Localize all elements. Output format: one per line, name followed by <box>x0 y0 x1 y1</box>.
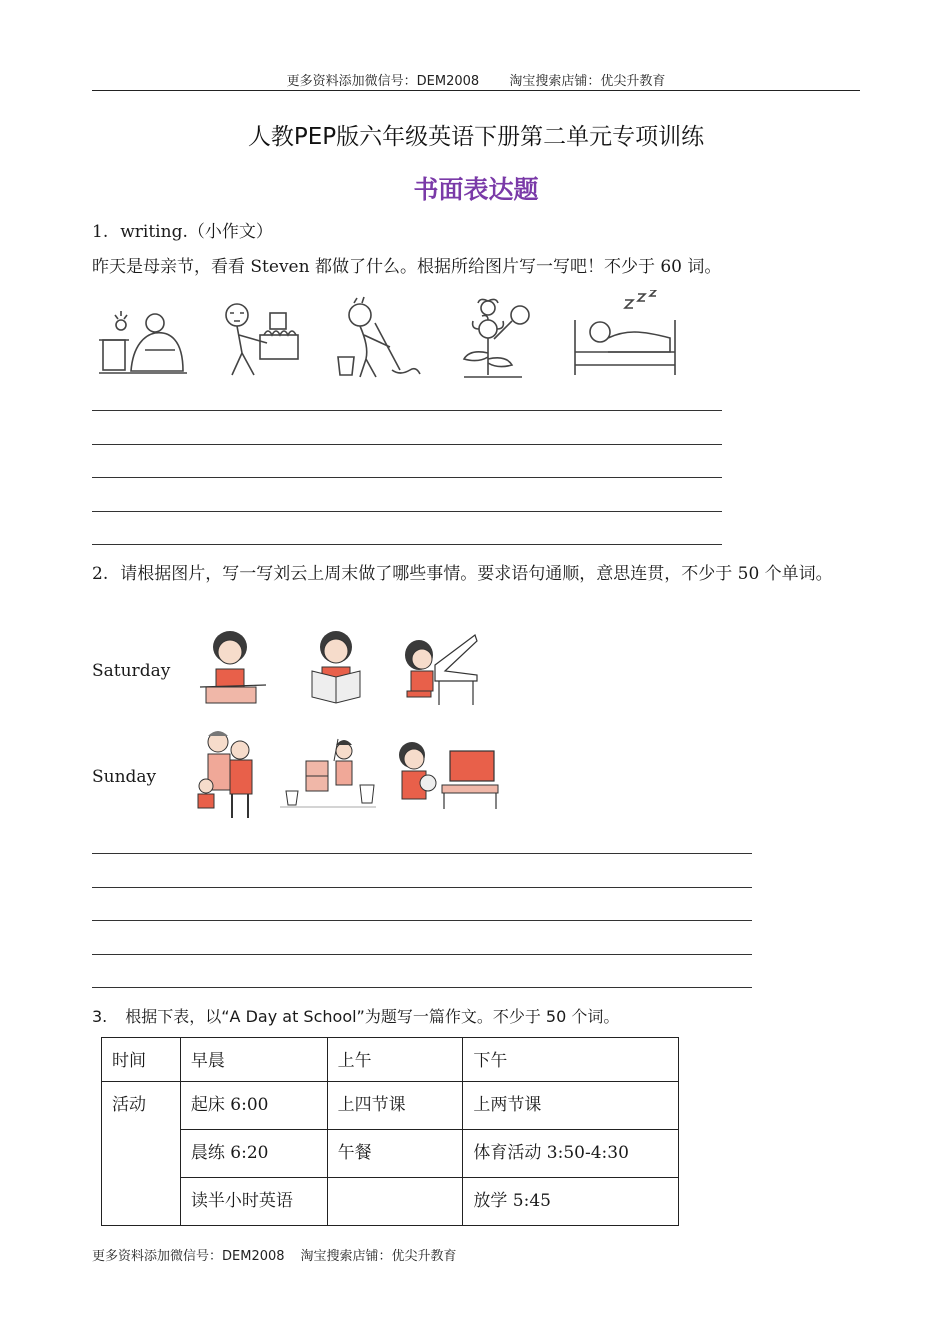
schedule-table <box>101 1037 679 1226</box>
header-shop: 淘宝搜索店铺：优尖升教育 <box>509 74 666 89</box>
q2-number: 2. <box>92 564 109 584</box>
page-header <box>92 70 860 89</box>
q1-heading-text: writing.（小作文） <box>120 222 273 242</box>
answer-line[interactable] <box>92 444 722 445</box>
q1-prompt: 昨天是母亲节，看看 Steven 都做了什么。根据所给图片写一写吧！不少于 60 词。 <box>92 257 722 277</box>
girl-drawing-picture <box>192 625 272 713</box>
answer-line[interactable] <box>92 477 722 478</box>
page-footer <box>92 1245 473 1264</box>
answer-line[interactable] <box>92 410 722 411</box>
family-picture <box>188 728 260 820</box>
answer-line[interactable] <box>92 887 752 888</box>
answer-line[interactable] <box>92 920 752 921</box>
table-cell: 晨练 6:20 <box>180 1130 327 1178</box>
table-row <box>102 1178 679 1226</box>
table-cell <box>327 1178 463 1226</box>
footer-shop: 淘宝搜索店铺：优尖升教育 <box>300 1249 457 1264</box>
q2-prompt-text: 请根据图片，写一写刘云上周末做了哪些事情。要求语句通顺，意思连贯，不少于 50 个单词。 <box>120 564 833 584</box>
table-header-cell: 上午 <box>327 1038 463 1082</box>
q3-prompt-text: 根据下表，以“A Day at School”为题写一篇作文。不少于 50 个词。 <box>125 1007 620 1026</box>
sunday-label: Sunday <box>92 767 157 787</box>
answer-line[interactable] <box>92 853 752 854</box>
girl-piano-picture <box>395 625 480 713</box>
table-header-cell: 下午 <box>463 1038 679 1082</box>
q1-heading <box>92 220 273 244</box>
answer-line[interactable] <box>92 511 722 512</box>
table-cell: 午餐 <box>327 1130 463 1178</box>
cleaning-room-picture <box>278 735 378 810</box>
q2-prompt <box>92 557 860 591</box>
flowers-picture <box>450 293 545 383</box>
table-cell: 放学 5:45 <box>463 1178 679 1226</box>
page-title: 人教PEP版六年级英语下册第二单元专项训练 <box>247 124 705 150</box>
sleeping-picture <box>570 290 680 380</box>
mopping-floor-picture <box>330 295 425 385</box>
answer-line[interactable] <box>92 954 752 955</box>
answer-line[interactable] <box>92 987 752 988</box>
table-cell: 体育活动 3:50-4:30 <box>463 1130 679 1178</box>
q3-number: 3. <box>92 1007 108 1026</box>
footer-wechat: 更多资料添加微信号：DEM2008 <box>92 1249 285 1264</box>
table-cell: 起床 6:00 <box>180 1082 327 1130</box>
answer-line[interactable] <box>92 544 722 545</box>
carrying-basket-picture <box>212 295 307 385</box>
table-cell: 上四节课 <box>327 1082 463 1130</box>
table-header-cell: 早晨 <box>180 1038 327 1082</box>
table-header-cell: 时间 <box>102 1038 181 1082</box>
saturday-label: Saturday <box>92 661 171 681</box>
table-row <box>102 1082 679 1130</box>
header-divider <box>92 90 860 91</box>
activity-label-cell: 活动 <box>102 1082 181 1226</box>
table-row <box>102 1130 679 1178</box>
table-cell: 上两节课 <box>463 1082 679 1130</box>
header-wechat: 更多资料添加微信号：DEM2008 <box>286 74 480 89</box>
table-header-row <box>102 1038 679 1082</box>
page-subtitle: 书面表达题 <box>413 175 539 204</box>
q1-number: 1. <box>92 222 109 242</box>
watching-tv-picture <box>392 735 500 815</box>
q3-prompt <box>92 1004 619 1027</box>
breakfast-in-bed-picture <box>95 295 190 385</box>
table-cell: 读半小时英语 <box>180 1178 327 1226</box>
girl-reading-picture <box>302 625 372 713</box>
